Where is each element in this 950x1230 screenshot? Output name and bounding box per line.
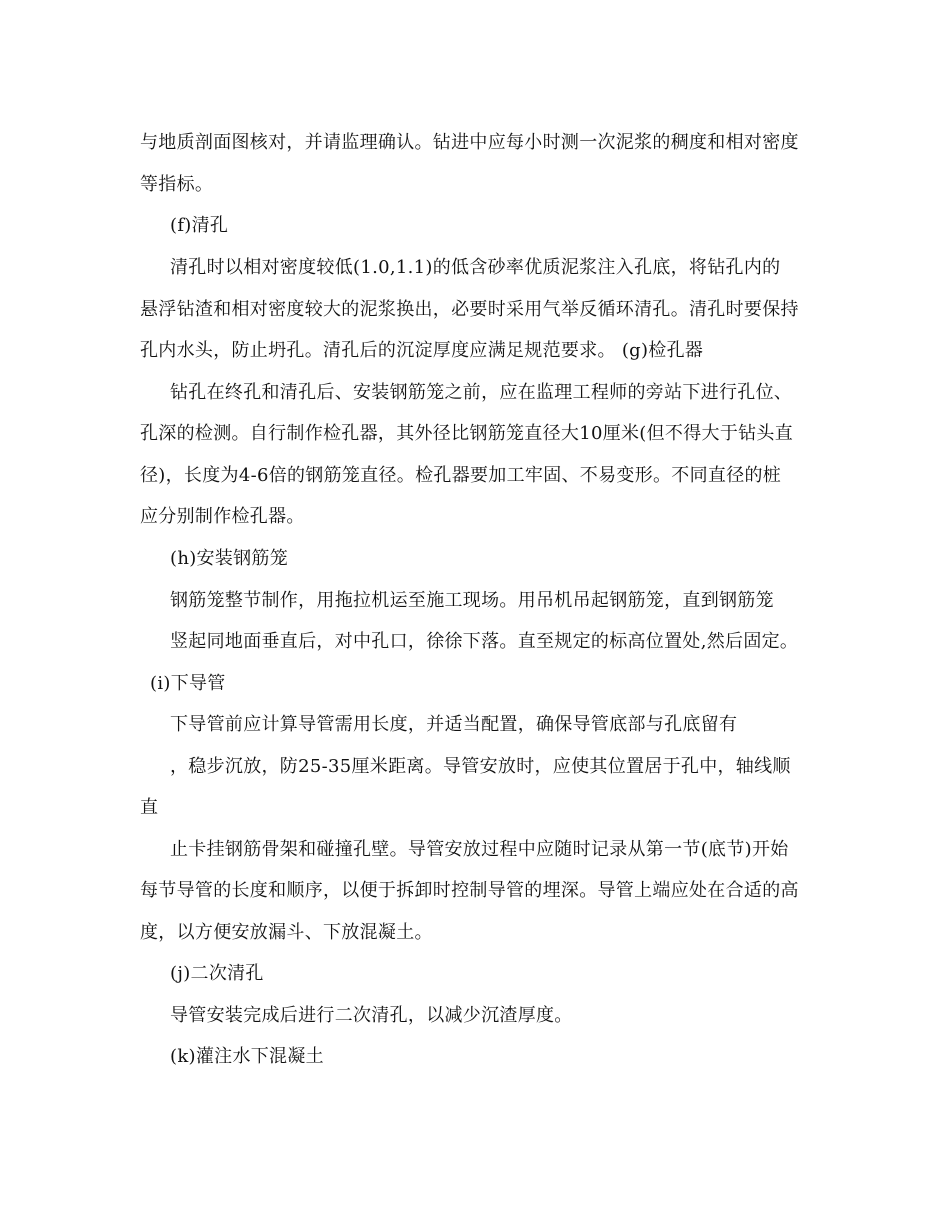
section-heading: (j)二次清孔 — [170, 963, 264, 984]
text-line: 下导管前应计算导管需用长度，并适当配置，确保导管底部与孔底留有 — [170, 714, 738, 735]
section-heading: (i)下导管 — [150, 673, 226, 694]
text-line: 悬浮钻渣和相对密度较大的泥浆换出，必要时采用气举反循环清孔。清孔时要保持 — [140, 299, 799, 320]
text-line: ，稳步沉放，防25-35厘米距离。导管安放时，应使其位置居于孔中，轴线顺 — [170, 756, 791, 777]
text-line: 每节导管的长度和顺序，以便于拆卸时控制导管的埋深。导管上端应处在合适的高 — [140, 880, 799, 901]
text-line: 直 — [140, 797, 159, 818]
section-heading: (h)安装钢筋笼 — [170, 548, 289, 569]
section-heading: (f)清孔 — [170, 215, 229, 236]
text-line: 径)，长度为4-6倍的钢筋笼直径。检孔器要加工牢固、不易变形。不同直径的桩 — [140, 465, 782, 486]
text-line: 竖起同地面垂直后，对中孔口，徐徐下落。直至规定的标高位置处,然后固定。 — [170, 631, 799, 652]
text-line: 导管安装完成后进行二次清孔，以减少沉渣厚度。 — [170, 1005, 573, 1026]
text-line: 等指标。 — [140, 174, 214, 195]
text-line: 止卡挂钢筋骨架和碰撞孔壁。导管安放过程中应随时记录从第一节(底节)开始 — [170, 839, 789, 860]
text-line: 度，以方便安放漏斗、下放混凝土。 — [140, 922, 433, 943]
text-line: 孔深的检测。自行制作检孔器，其外径比钢筋笼直径大10厘米(但不得大于钻头直 — [140, 423, 794, 444]
text-line: 钢筋笼整节制作，用拖拉机运至施工现场。用吊机吊起钢筋笼，直到钢筋笼 — [170, 590, 774, 611]
text-line: 应分别制作检孔器。 — [140, 506, 305, 527]
text-line: 与地质剖面图核对，并请监理确认。钻进中应每小时测一次泥浆的稠度和相对密度 — [140, 132, 799, 153]
section-heading: (k)灌注水下混凝土 — [170, 1046, 324, 1067]
text-line: 钻孔在终孔和清孔后、安装钢筋笼之前，应在监理工程师的旁站下进行孔位、 — [170, 382, 793, 403]
text-line: 清孔时以相对密度较低(1.0,1.1)的低含砂率优质泥浆注入孔底，将钻孔内的 — [170, 257, 781, 278]
text-line: 孔内水头，防止坍孔。清孔后的沉淀厚度应满足规范要求。 (g)检孔器 — [140, 340, 704, 361]
